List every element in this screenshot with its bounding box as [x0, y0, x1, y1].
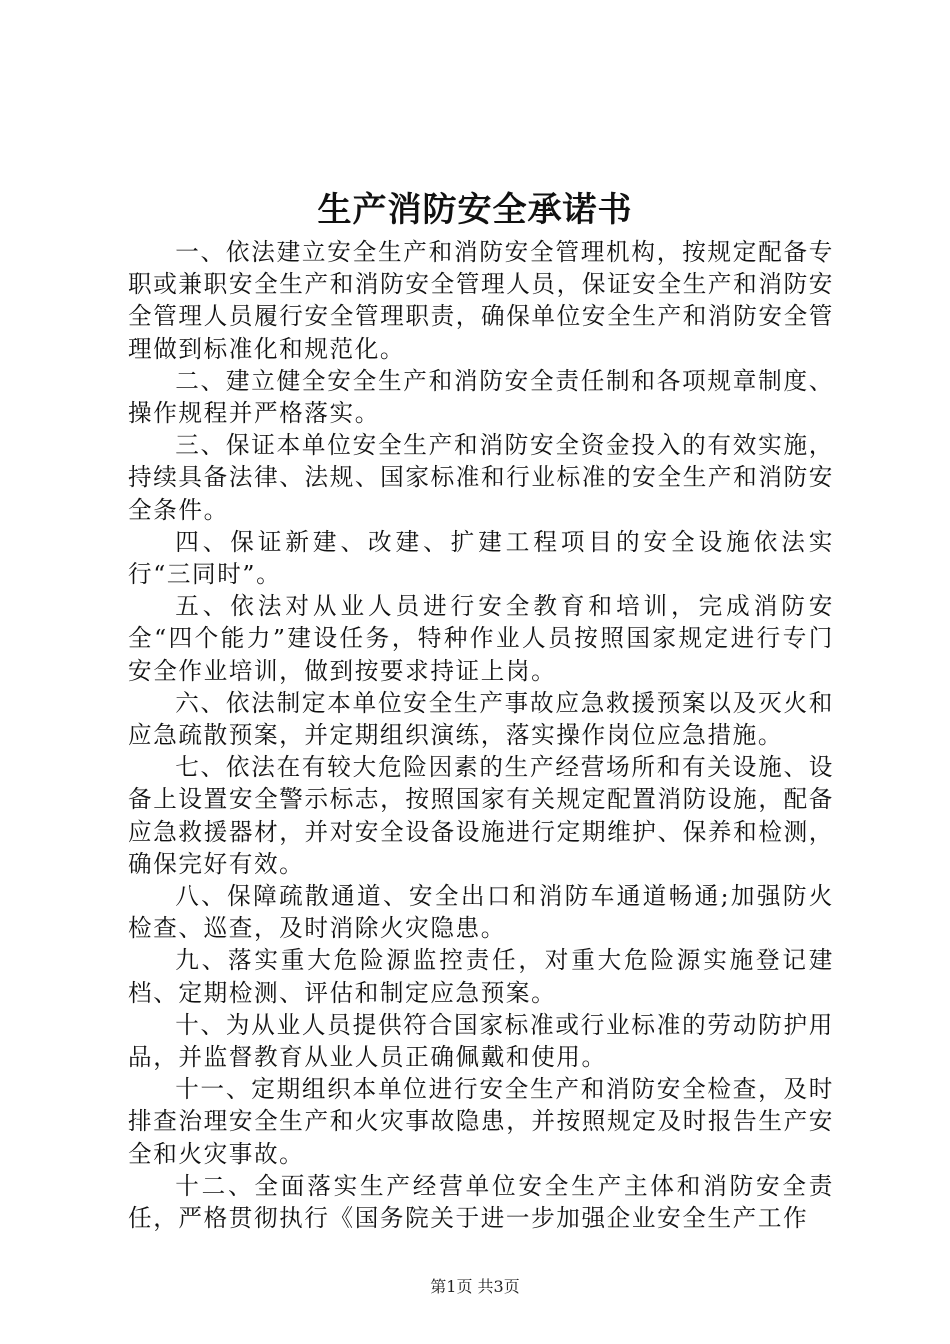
paragraph-9: 九、落实重大危险源监控责任，对重大危险源实施登记建档、定期检测、评估和制定应急预案。	[128, 946, 834, 1007]
paragraph-1: 一、依法建立安全生产和消防安全管理机构，按规定配备专职或兼职安全生产和消防安全管理人员，保证安全生产和消防安全管理人员履行安全管理职责，确保单位安全生产和消防安全管理做到标准化和规范化。	[128, 238, 834, 363]
paragraph-2: 二、建立健全安全生产和消防安全责任制和各项规章制度、操作规程并严格落实。	[128, 366, 834, 428]
document-title: 生产消防安全承诺书	[317, 190, 633, 230]
paragraph-11: 十一、定期组织本单位进行安全生产和消防安全检查，及时排查治理安全生产和火灾事故隐患，并按照规定及时报告生产安全和火灾事故。	[128, 1075, 834, 1168]
paragraph-3: 三、保证本单位安全生产和消防安全资金投入的有效实施，持续具备法律、法规、国家标准和行业标准的安全生产和消防安全条件。	[128, 431, 834, 524]
paragraph-12: 十二、全面落实生产经营单位安全生产主体和消防安全责任，严格贯彻执行《国务院关于进一步加强企业安全生产工作	[128, 1171, 834, 1233]
paragraph-4: 四、保证新建、改建、扩建工程项目的安全设施依法实行“三同时”。	[128, 527, 834, 589]
document-body	[128, 236, 834, 1234]
paragraph-6: 六、依法制定本单位安全生产事故应急救援预案以及灭火和应急疏散预案，并定期组织演练，落实操作岗位应急措施。	[128, 688, 834, 750]
page-footer: 第1页 共3页	[430, 1277, 520, 1296]
paragraph-7: 七、依法在有较大危险因素的生产经营场所和有关设施、设备上设置安全警示标志，按照国家有关规定配置消防设施，配备应急救援器材，并对安全设备设施进行定期维护、保养和检测，确保完好有效。	[128, 753, 834, 878]
paragraph-10: 十、为从业人员提供符合国家标准或行业标准的劳动防护用品，并监督教育从业人员正确佩戴和使用。	[128, 1010, 834, 1072]
paragraph-5: 五、依法对从业人员进行安全教育和培训，完成消防安全“四个能力”建设任务，特种作业人员按照国家规定进行专门安全作业培训，做到按要求持证上岗。	[128, 592, 834, 685]
paragraph-8: 八、保障疏散通道、安全出口和消防车通道畅通;加强防火检查、巡查，及时消除火灾隐患。	[128, 882, 834, 943]
